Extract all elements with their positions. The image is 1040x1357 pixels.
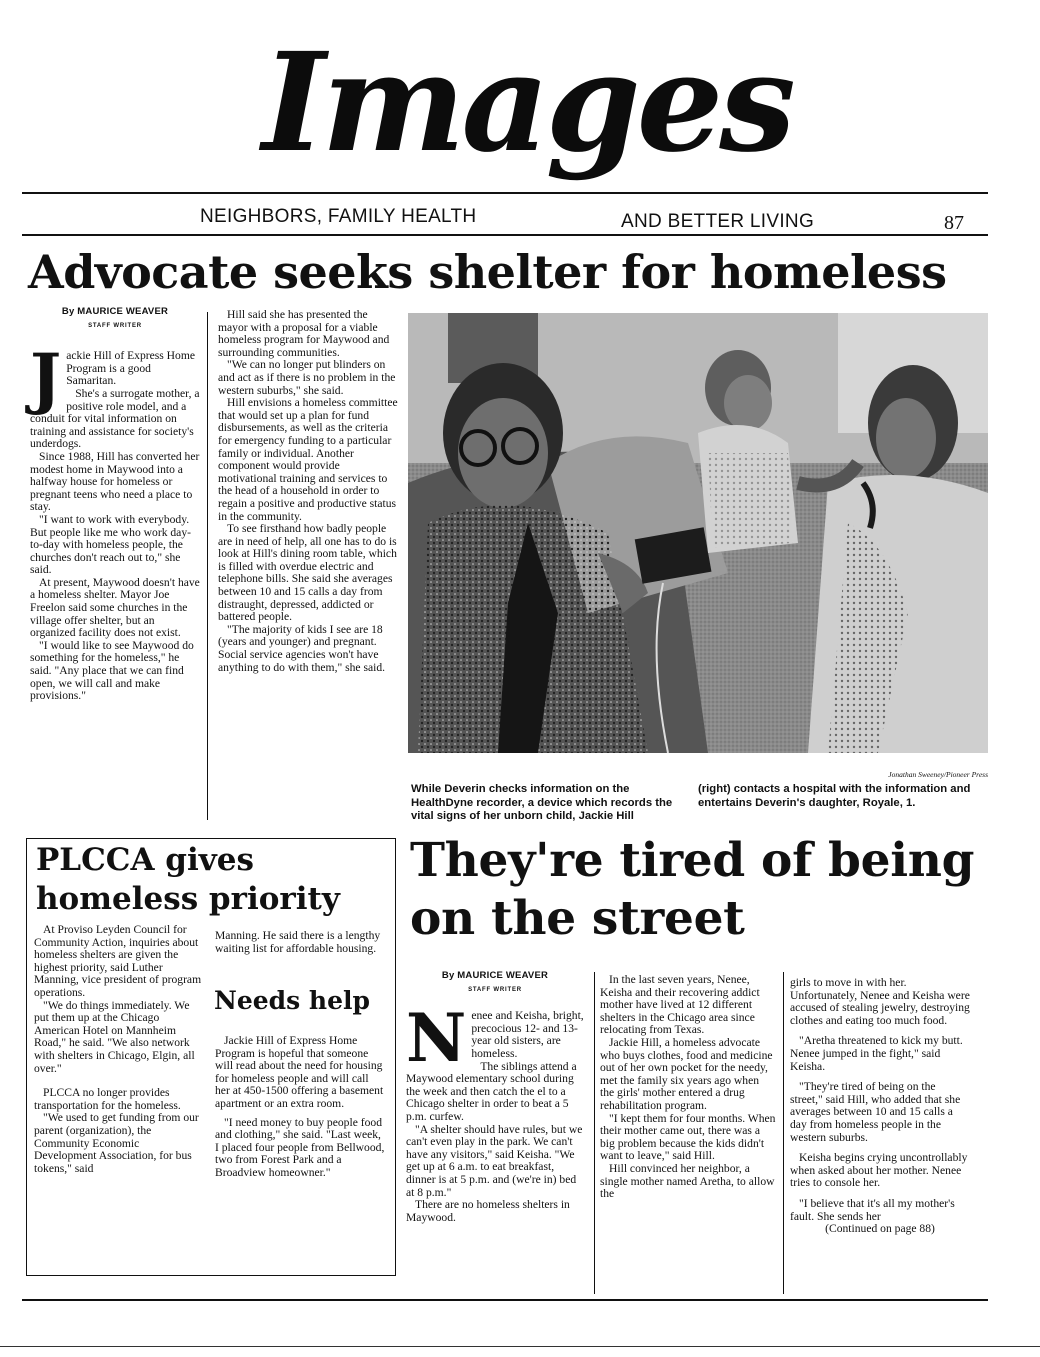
story3-paragraph: "A shelter should have rules, but we can't even play in the park. We can't have any visitors," said Keisha. "We get up at 6 a.m. to eat breakfast, dinner is at 5 p.m. and (we're in) bed at 8 p.m." <box>406 1122 583 1199</box>
story1-paragraph: At present, Maywood doesn't have a homeless shelter. Mayor Joe Freelon said some churches in the village offer shelter, but an organized facility does not exist. <box>30 575 200 640</box>
story3-paragraph: "They're tired of being on the street," said Hill, who added that she averages between 10 and 15 calls a day from homeless people in the western suburbs. <box>790 1080 961 1144</box>
column-rule <box>783 972 784 1294</box>
story3-byline: By MAURICE WEAVER <box>441 970 549 981</box>
photo-caption-left: While Deverin checks information on the HealthDyne recorder, a device which records the vital signs of her unborn child, Jackie Hill <box>411 783 673 822</box>
story1-paragraph: ackie Hill of Express Home Program is a good Samaritan. <box>66 349 196 388</box>
column-rule <box>594 972 595 1294</box>
needs-help-subhead: Needs help <box>214 986 370 1015</box>
story1-paragraph: "I would like to see Maywood do something for the homeless," he said. "Any place that we can find open, we will call and make provisions." <box>30 638 194 703</box>
story3-paragraph: Hill convinced her neighbor, a single mother named Aretha, to allow the <box>600 1161 775 1201</box>
story3-paragraph: There are no homeless shelters in Maywood. <box>406 1198 570 1224</box>
story1-byline: By MAURICE WEAVER <box>61 306 169 317</box>
story3-paragraph: girls to move in with her. Unfortunately, Nenee and Keisha were accused of stealing jewelry, destroying clothes and eating too much food. <box>790 976 970 1027</box>
story2-paragraph: Manning. He said there is a lengthy waiting list for affordable housing. <box>215 929 381 955</box>
story1-byline-title: STAFF WRITER <box>88 322 142 329</box>
story1-paragraph: To see firsthand how badly people are in need of help, all one has to do is look at Hill's dining room table, which is filled with overdue electric and telephone bills. She said she averages between 10 and 15 calls a day from distraught, depressed, addicted or battered people. <box>218 522 397 624</box>
story2-column-1 <box>34 924 204 1175</box>
photo-credit: Jonathan Sweeney/Pioneer Press <box>888 770 988 779</box>
story3-paragraph: The siblings attend a Maywood elementary school during the week and then catch the el to a Chicago shelter in order to beat a 5 p.m. curfew. <box>406 1059 577 1123</box>
story3-paragraph: "I kept them for four months. When their mother came out, there was a big problem because the kids didn't want to leave," said Hill. <box>600 1111 776 1163</box>
story2-column-2 <box>215 1035 385 1180</box>
story3-paragraph: "Aretha threatened to kick my butt. Nenee jumped in the fight," said Keisha. <box>790 1034 963 1073</box>
story1-paragraph: Hill envisions a homeless committee that would set up a plan for fund disbursements, as well as the criteria for emergency funding to a particular family or individual. Another component would provide motivational training and services to the head of a household in order to regain a positive and productive status in the community. <box>218 396 398 523</box>
story1-paragraph: Since 1988, Hill has converted her modest home in Maywood into a halfway house for homeless or pregnant teens who need a place to stay. <box>30 449 200 514</box>
page-number: 87 <box>944 212 964 234</box>
story2-paragraph: At Proviso Leyden Council for Community Action, inquiries about homeless shelters are given the highest priority, said Luther Manning, vice president of program operations. <box>34 923 202 999</box>
page-rule-bottom <box>22 1299 988 1301</box>
page-edge <box>0 1346 1040 1347</box>
story2-paragraph: "We do things immediately. We put them up at the Chicago American Hotel on Mannheim Road," he said. "We also network with shelters in Chicago, Elgin, all over." <box>34 998 195 1075</box>
story2-paragraph: "We used to get funding from our parent (organization), the Community Economic Development Association, for bus tokens," said <box>34 1111 199 1175</box>
masthead-rule-top <box>22 192 988 194</box>
story2-paragraph: PLCCA no longer provides transportation for the homeless. <box>34 1086 181 1112</box>
story3-paragraph: Jackie Hill, a homeless advocate who buys clothes, food and medicine out of her own pocket for the needy, met the family six years ago when the girls' mother entered a drug rehabilitation program. <box>600 1035 773 1112</box>
story3-paragraph: Keisha begins crying uncontrollably when asked about her mother. Nenee tries to console her. <box>790 1151 968 1190</box>
news-photo <box>408 313 988 753</box>
story3-paragraph: enee and Keisha, bright, precocious 12- and 13-year old sisters, are homeless. <box>471 1009 584 1060</box>
story2-paragraph: "I need money to buy people food and clothing," she said. "Last week, I placed four people from Bellwood, two from Forest Park and a Broadview homeowner." <box>215 1115 385 1179</box>
story1-column-2 <box>218 309 398 674</box>
masthead-title: Images <box>262 23 792 183</box>
tagline-left: NEIGHBORS, FAMILY HEALTH <box>200 206 477 227</box>
photo-caption-right: (right) contacts a hospital with the information and entertains Deverin's daughter, Royale, 1. <box>698 783 971 809</box>
story3-paragraph: "I believe that it's all my mother's fault. She sends her <box>790 1196 955 1223</box>
story3-column-3 <box>790 977 970 1236</box>
story1-paragraph: "I want to work with everybody. But people like me who work day-to-day with homeless people, the churches don't reach out to," she said. <box>30 512 191 577</box>
continued-notice: (Continued on page 88) <box>825 1222 935 1236</box>
story3-byline-title: STAFF WRITER <box>468 986 522 993</box>
second-headline: They're tired of being on the street <box>410 833 975 946</box>
story1-paragraph: She's a surrogate mother, a positive role model, and a conduit for vital information on training and assistance for society's underdogs. <box>30 386 200 451</box>
column-rule <box>207 312 208 820</box>
story3-dropcap: N <box>406 999 467 1078</box>
story1-paragraph: Hill said she has presented the mayor with a proposal for a viable homeless program for Maywood and surrounding communities. <box>218 308 390 359</box>
story2-column-2-top <box>215 930 387 955</box>
story3-column-1 <box>406 970 584 1224</box>
sidebar-headline: PLCCA gives homeless priority <box>36 842 340 917</box>
story1-paragraph: "We can no longer put blinders on and act as if there is no problem in the western suburbs," she said. <box>218 358 396 397</box>
main-headline: Advocate seeks shelter for homeless <box>28 245 947 299</box>
story3-paragraph: In the last seven years, Nenee, Keisha and their recovering addict mother have lived at 12 different shelters in the Chicago area since relocating from Texas. <box>600 973 760 1037</box>
story1-column-1 <box>30 306 200 703</box>
story1-paragraph: "The majority of kids I see are 18 (years and younger) and pregnant. Social service agencies won't have anything to do with them," she said. <box>218 622 386 674</box>
tagline-right: AND BETTER LIVING <box>621 211 815 232</box>
story3-column-2 <box>600 974 776 1201</box>
story2-paragraph: Jackie Hill of Express Home Program is hopeful that someone will read about the need for housing for homeless people and will call her at 450-1500 offering a basement apartment or an extra room. <box>215 1034 384 1110</box>
masthead-rule-bottom <box>22 234 988 236</box>
story1-dropcap: J <box>30 339 62 418</box>
